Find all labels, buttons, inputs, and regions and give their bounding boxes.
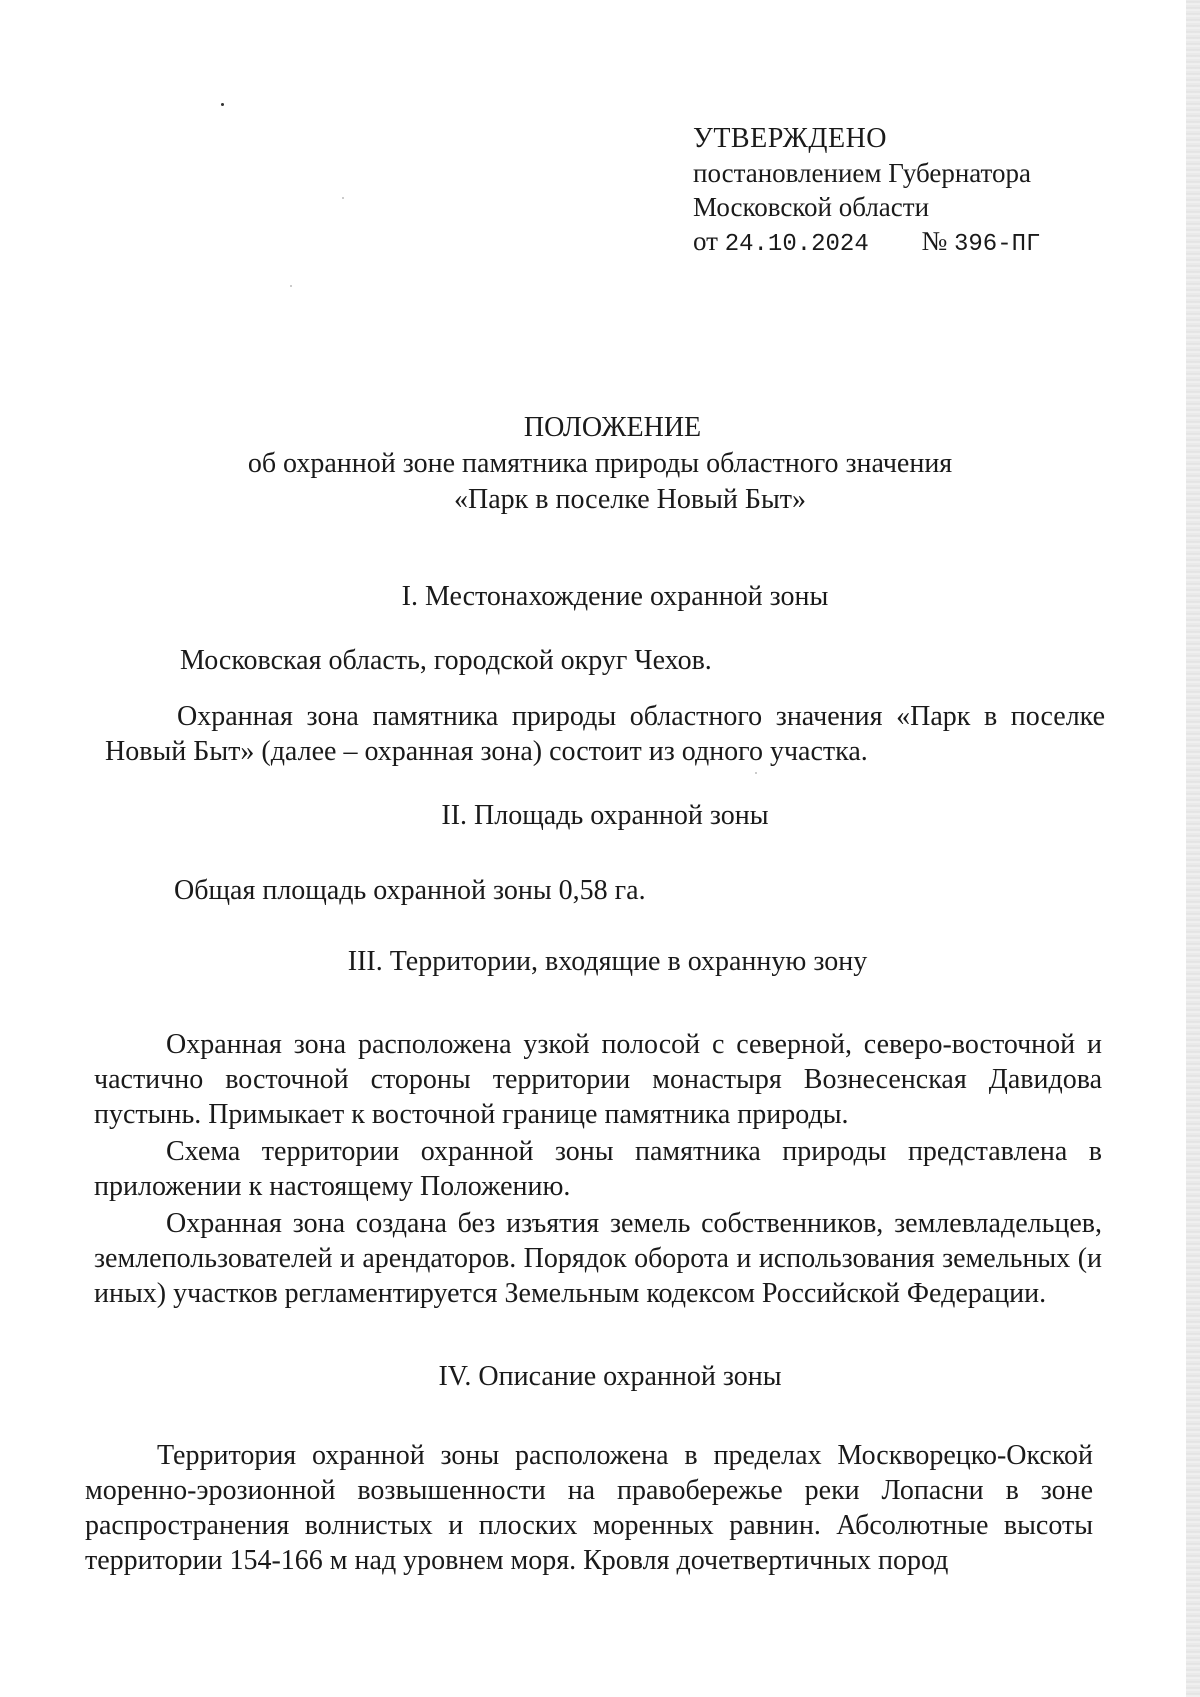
- scan-speck: [290, 285, 292, 287]
- section-1-heading: I. Местонахождение охранной зоны: [401, 581, 829, 612]
- approval-label: УТВЕРЖДЕНО: [693, 123, 888, 154]
- document-subtitle: об охранной зоне памятника природы областного значения: [247, 448, 953, 479]
- section-3-paragraph-3-text: Охранная зона создана без изъятия земель собственников, землевладельцев, землепользователей и арендаторов. Порядок оборота и использования земельных (и иных) участков регламентируется Земельным кодексом Российской Федерации.: [94, 1208, 1102, 1309]
- section-1-paragraph-2-text: Охранная зона памятника природы областного значения «Парк в поселке Новый Быт» (далее – охранная зона) состоит из одного участка.: [105, 701, 1105, 767]
- section-3-paragraph-2-text: Схема территории охранной зоны памятника природы представлена в приложении к настоящему Положению.: [94, 1136, 1102, 1202]
- section-1-paragraph-1: Московская область, городской округ Чехов.: [180, 645, 712, 676]
- park-name: «Парк в поселке Новый Быт»: [453, 484, 807, 515]
- section-2-paragraph-1: Общая площадь охранной зоны 0,58 га.: [174, 875, 646, 906]
- scan-speck: [221, 103, 224, 106]
- approval-line-2: Московской области: [693, 192, 930, 222]
- document-title: ПОЛОЖЕНИЕ: [523, 412, 702, 443]
- scan-speck: [755, 772, 757, 774]
- approval-number: 396-ПГ: [954, 231, 1041, 258]
- section-1-paragraph-2: [105, 699, 1105, 769]
- number-sign: №: [921, 226, 948, 256]
- section-4-paragraph-1-text: Территория охранной зоны расположена в пределах Москворецко-Окской моренно-эрозионной возвышенности на правобережье реки Лопасни в зоне распространения волнистых и плоских моренных равнин. Абсолютные высоты территории 154-166 м над уровнем моря. Кровля дочетвертичных пород: [85, 1440, 1093, 1576]
- section-4-heading: IV. Описание охранной зоны: [438, 1361, 782, 1392]
- scan-speck: [342, 197, 344, 199]
- section-4-paragraph-1: [85, 1438, 1093, 1578]
- document-title-block: [0, 410, 1200, 518]
- section-3-paragraph-3: [94, 1206, 1102, 1311]
- approval-date-line: [693, 224, 1040, 262]
- approval-date: 24.10.2024: [724, 231, 869, 258]
- approval-line-1: постановлением Губернатора: [693, 158, 1031, 188]
- approval-block: [693, 122, 1040, 262]
- section-3-paragraph-1-text: Охранная зона расположена узкой полосой с северной, северо-восточной и частично восточной стороны территории монастыря Вознесенская Давидова пустынь. Примыкает к восточной границе памятника природы.: [94, 1029, 1102, 1130]
- scan-edge: [1186, 0, 1200, 1697]
- section-2-heading: II. Площадь охранной зоны: [441, 800, 769, 831]
- date-prefix: от: [693, 226, 718, 256]
- section-3-paragraph-1: [94, 1027, 1102, 1132]
- section-3-paragraph-2: [94, 1134, 1102, 1204]
- section-3-heading: III. Территории, входящие в охранную зону: [347, 946, 868, 977]
